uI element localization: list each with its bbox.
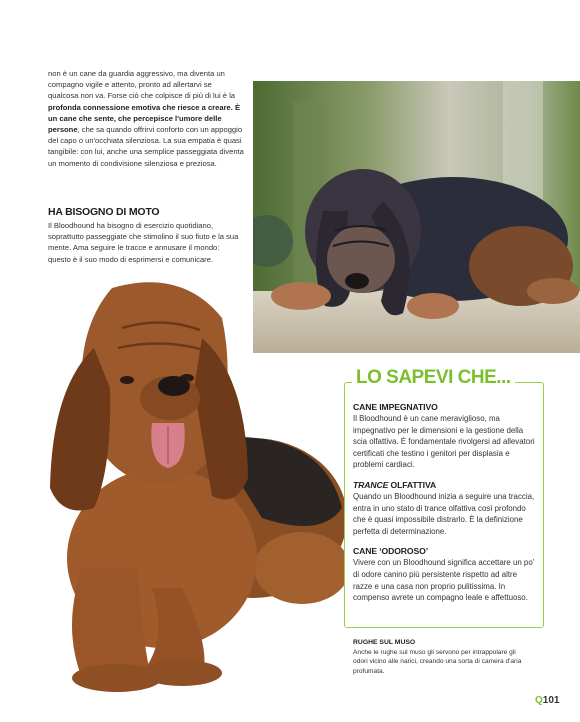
intro-bold: profonda connessione emotiva che riesce a creare. È un cane che sente, che percepisce l'umore delle persone [48, 102, 241, 135]
intro-part-2: , che sa quando offrirvi conforto con un appoggio del capo o un'occhiata silenziosa. La sua empatia è quasi tangibile: con lui, anche una semplice passeggiata diventa un momento di condivisione silenziosa e preziosa. [48, 125, 244, 168]
intro-part-1: non è un cane da guardia aggressivo, ma diventa un compagno vigile e attento, pronto ad allertarvi se qualcosa non va. Forse ciò che colpisce di più di lui è la [48, 69, 235, 101]
sidebar-heading-2 [353, 480, 535, 490]
photo-caption [353, 638, 523, 676]
sidebar-text-1: Il Bloodhound è un cane meraviglioso, ma impegnativo per le dimensioni e la gestione della scia olfattiva. È fondamentale rivolgersi ad allevatori certificati che testino i genitori per displasia e problemi cardiaci. [353, 414, 535, 470]
sidebar-heading-2-italic: TRANCE [353, 479, 389, 490]
moto-heading: HA BISOGNO DI MOTO [48, 206, 160, 218]
sidebar-heading-1: CANE IMPEGNATIVO [353, 402, 438, 412]
caption-text: Anche le rughe sul muso gli servono per intrappolare gli odori vicino alle narici, creando una sorta di camera d'aria profumata. [353, 648, 522, 675]
intro-text [48, 68, 244, 169]
page-number-value: 101 [542, 695, 560, 706]
sidebar-heading-2-rest: OLFATTIVA [388, 479, 437, 490]
sidebar-text-2: Quando un Bloodhound inizia a seguire una traccia, entra in uno stato di trance olfattiva così profondo che è quasi impossibile distrarlo. È la definizione perfetta di determinazione. [353, 491, 535, 536]
did-you-know-content [353, 402, 535, 613]
sidebar-heading-3: CANE ‘ODOROSO’ [353, 546, 428, 557]
sidebar-text-3: Vivere con un Bloodhound significa accettare un po' di odore canino più persistente rispetto ad altre razze e una casa non proprio pulitissima. In compenso avrete un compagno leale e affettuoso. [353, 558, 535, 603]
moto-text: Il Bloodhound ha bisogno di esercizio quotidiano, soprattutto passeggiate che stimolino il suo fiuto e la sua mente. Ama seguire le tracce e annusare il mondo: questo è il suo modo di esprimersi e comunicare. [48, 221, 239, 264]
magazine-logo-icon: Q [535, 695, 543, 706]
bloodhound-adult-photo [22, 268, 352, 698]
did-you-know-title: LO SAPEVI CHE... [352, 367, 515, 389]
caption-heading: RUGHE SUL MUSO [353, 639, 416, 646]
page-number [535, 695, 575, 706]
